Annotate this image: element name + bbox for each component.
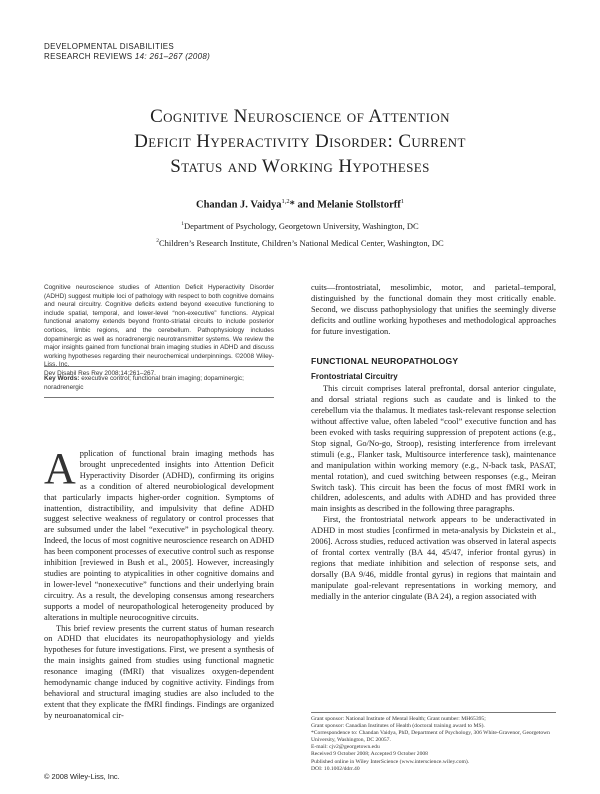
correspondence: *Correspondence to: Chandan Vaidya, PhD, Department of Psychology, 306 White-Gravenor, Georgetown University, Washington, DC 20057.	[311, 730, 550, 744]
underactivation-paragraph: First, the frontostriatal network appears to be underactivated in ADHD in most studies [confirmed in meta-analysis by Dickstein et al., 2006]. Across studies, reduced activation was observed in lateral aspects of frontal cortex ventrally (BA 44, 45/47, inferior frontal gyrus) in regions that mediate inhibition and selection of response sets, and dorsally (BA 9/46, middle frontal gyrus) in regions that maintain and manipulate goal-relevant representations in working memory, and medially in the anterior cingulate (BA 24), a region associated with	[311, 515, 556, 601]
journal-volume: 14: 261–267 (2008)	[134, 52, 211, 61]
keywords-top-divider	[44, 366, 274, 367]
grant-sponsor-2: Grant sponsor: Canadian Institutes of Health (doctoral training award to MS).	[311, 723, 485, 730]
subsection-heading: Frontostriatal Circuitry	[311, 372, 398, 382]
doi: DOI: 10.1002/ddrr.40	[311, 765, 360, 772]
published-online: Published online in Wiley InterScience (www.interscience.wiley.com).	[311, 758, 470, 765]
author-2-affil-marks: 1	[400, 198, 404, 205]
review-overview-paragraph: This brief review presents the current status of human research on ADHD that elucidates its neuropathophysiology and yields hypotheses for future investigations. First, we present a synthesis of the main insights gained from studies using functional magnetic resonance imaging (fMRI) that visualizes oxygen-dependent hemodynamic change induced by cognitive activity. Findings from behavioral and structural imaging studies are also included to the extent that they explicate the fMRI findings. Findings are organized by neuroanatomical cir-	[44, 623, 274, 720]
drop-cap: A	[44, 444, 76, 493]
title-line-3: Status and Working Hypotheses	[170, 156, 430, 177]
affiliation-2-mark: 2	[156, 238, 160, 244]
affiliation-1-text: Department of Psychology, Georgetown University, Washington, DC	[184, 220, 419, 231]
intro-paragraph	[44, 444, 274, 624]
body-column-left	[44, 444, 274, 722]
abstract	[44, 284, 274, 379]
abstract-citation: Dev Disabil Res Rev 2008;14:261–267.	[44, 369, 156, 377]
journal-header	[44, 42, 210, 62]
author-1: Chandan J. Vaidya	[195, 199, 282, 211]
journal-name-line1: DEVELOPMENTAL DISABILITIES	[44, 42, 175, 51]
title-line-1: Cognitive Neuroscience of Attention	[150, 106, 450, 127]
footnotes	[311, 716, 556, 773]
journal-series: RESEARCH REVIEWS	[44, 52, 133, 61]
affiliation-1-mark: 1	[181, 221, 185, 227]
author-list	[0, 198, 600, 211]
keywords-bottom-divider	[44, 397, 274, 398]
keywords-text: executive control; functional brain imaging; dopaminergic; noradrenergic	[44, 375, 244, 391]
keywords-label: Key Words:	[44, 375, 80, 382]
author-2: Melanie Stollstorff	[317, 199, 401, 211]
grant-sponsor-1: Grant sponsor: National Institute of Mental Health; Grant number: MH65395;	[311, 716, 486, 722]
article-title	[40, 104, 560, 179]
author-1-affil-marks: 1,2	[281, 198, 290, 205]
section-heading: FUNCTIONAL NEUROPATHOLOGY	[311, 355, 459, 366]
footnote-divider	[311, 712, 556, 713]
continued-paragraph: cuits—frontostriatal, mesolimbic, motor, and parietal–temporal, distinguished by the functional domain they most critically enable. Second, we discuss pathophysiology that unifies the seemingly diverse deficits and outline working hypotheses and methodological approaches for future investigation.	[311, 283, 556, 336]
author-connector: and	[294, 199, 318, 211]
copyright-footer: © 2008 Wiley-Liss, Inc.	[44, 772, 120, 781]
body-column-right	[311, 283, 556, 602]
intro-paragraph-text: pplication of functional brain imaging methods has brought unprecedented insights into Attention Deficit Hyperactivity Disorder (ADHD), confirming its origins as a condition of altered neurobiological development that particularly impacts higher-order cognition. Symptoms of inattention, distractibility, and impulsivity that define ADHD suggest selective weakness of regulatory or control processes that are subsumed under the label “executive” in psychological theory. Indeed, the locus of most cognitive neuroscience research on ADHD has been component processes of executive control such as response inhibition [reviewed in Bush et al., 2005]. However, increasingly studies are pointing to atypicalities in other cognitive domains and in lower-level “nonexecutive” functions and their underlying brain circuitry. As a result, the developing consensus among researchers supports a model of neuropathological heterogeneity produced by alterations in multiple neurocognitive circuits.	[44, 449, 274, 622]
keywords	[44, 375, 274, 392]
frontostriatal-paragraph: This circuit comprises lateral prefrontal, dorsal anterior cingulate, and dorsal striatal regions such as caudate and is linked to the cerebellum via the thalamus. It mediates task-relevant response selection without affective value, often labeled “cool” executive function and has been evoked with tasks requiring suppression of prepotent actions (e.g., Stop signal, Go/No-go, Stroop), resisting interference from irrelevant stimuli (e.g., Flanker task, Multisource interference task), maintenance and manipulation within working memory (e.g., N-back task, PASAT, mental rotation), and cued switching between responses (e.g., Meiran Switch task). This circuit has been the focus of most fMRI work in children, adolescents, and adults with ADHD and has provided three main insights as described in the following three paragraphs.	[311, 384, 556, 514]
abstract-copyright: ©2008 Wiley-Liss, Inc.	[44, 352, 274, 369]
contact-email: E-mail: cjv2@georgetown.edu	[311, 744, 380, 751]
abstract-text: Cognitive neuroscience studies of Attention Deficit Hyperactivity Disorder (ADHD) suggest multiple loci of pathology with respect to both cognitive domains and neural circuitry. Cognitive deficits extend beyond executive functioning to include spatial, temporal, and lower-level “non-executive” functions. Atypical functional anatomy extends beyond fronto-striatal circuits to include posterior cortices, limbic regions, and the cerebellum. Pathophysiology includes dopaminergic as well as noradrenergic neurotransmitter systems. We review the major insights gained from functional brain imaging studies in ADHD and discuss working hypotheses regarding their neurochemical underpinnings.	[44, 284, 274, 360]
affiliation-2-text: Children’s Research Institute, Children’s National Medical Center, Washington, DC	[159, 237, 444, 248]
received-dates: Received 9 October 2008; Accepted 9 October 2008	[311, 751, 428, 758]
affiliation-2	[0, 236, 600, 249]
title-line-2: Deficit Hyperactivity Disorder: Current	[134, 131, 466, 152]
journal-name-line2	[44, 52, 210, 62]
affiliation-1	[0, 219, 600, 232]
author-1-corresponding-mark: *	[289, 199, 295, 211]
